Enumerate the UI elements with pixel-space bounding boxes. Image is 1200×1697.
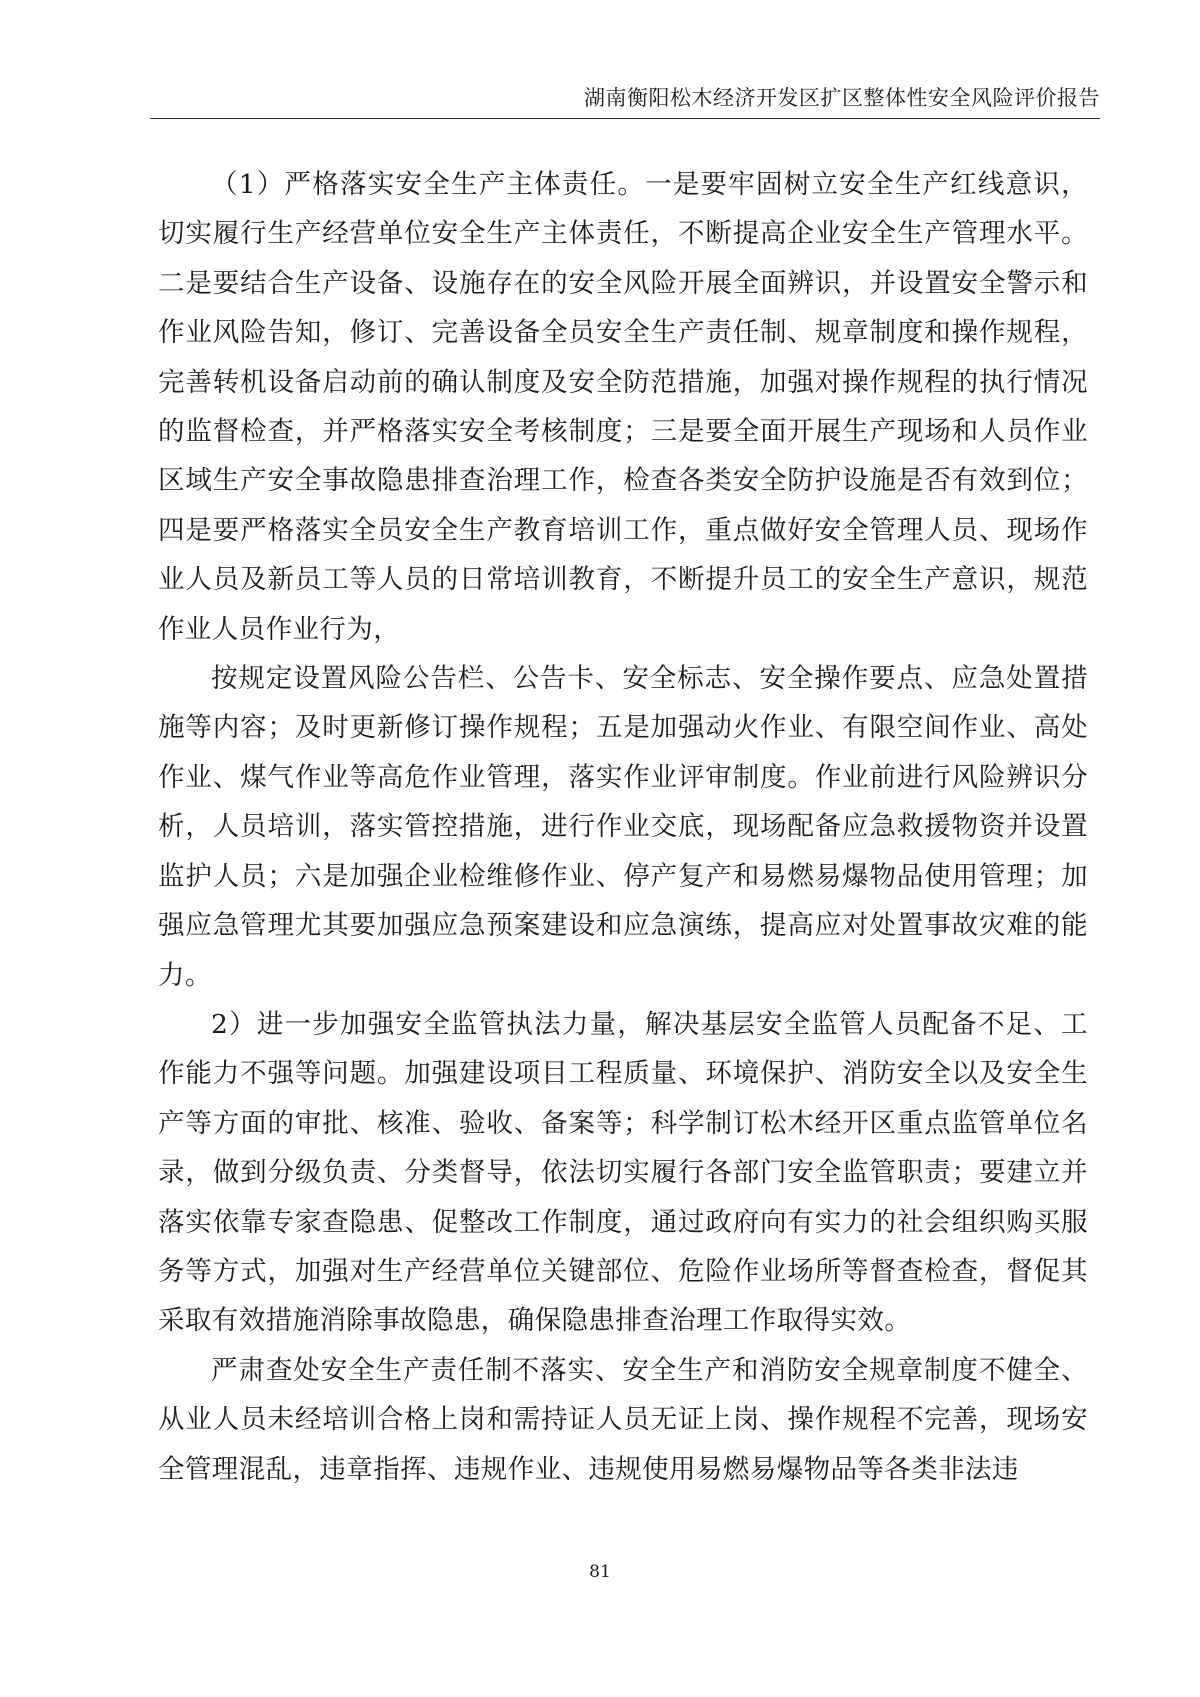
page-number: 81 — [589, 1562, 611, 1582]
page-header — [150, 78, 1100, 119]
paragraph-supervision: 2）进一步加强安全监管执法力量，解决基层安全监管人员配备不足、工作能力不强等问题。加强建设项目工程质量、环境保护、消防安全以及安全生产等方面的审批、核准、验收、备案等；科学制订松木经开区重点监管单位名录，做到分级负责、分类督导，依法切实履行各部门安全监管职责；要建立并落实依靠专家查隐患、促整改工作制度，通过政府向有实力的社会组织购买服务等方式，加强对生产经营单位关键部位、危险作业场所等督查检查，督促其采取有效措施消除事故隐患，确保隐患排查治理工作取得实效。 — [158, 1008, 1088, 1337]
paragraph-risk-notice: 按规定设置风险公告栏、公告卡、安全标志、安全操作要点、应急处置措施等内容；及时更新修订操作规程；五是加强动火作业、有限空间作业、高处作业、煤气作业等高危作业管理，落实作业评审制度。作业前进行风险辨识分析，人员培训，落实管控措施，进行作业交底，现场配备应急救援物资并设置监护人员；六是加强企业检维修作业、停产复产和易燃易爆物品使用管理；加强应急管理尤其要加强应急预案建设和应急演练，提高应对处置事故灾难的能力。 — [158, 663, 1088, 991]
paragraph-responsibility: （1）严格落实安全生产主体责任。一是要牢固树立安全生产红线意识，切实履行生产经营单位安全生产主体责任，不断提高企业安全生产管理水平。二是要结合生产设备、设施存在的安全风险开展全面辨识，并设置安全警示和作业风险告知，修订、完善设备全员安全生产责任制、规章制度和操作规程，完善转机设备启动前的确认制度及安全防范措施，加强对操作规程的执行情况的监督检查，并严格落实安全考核制度；三是要全面开展生产现场和人员作业区域生产安全事故隐患排查治理工作，检查各类安全防护设施是否有效到位；四是要严格落实全员安全生产教育培训工作，重点做好安全管理人员、现场作业人员及新员工等人员的日常培训教育，不断提升员工的安全生产意识，规范作业人员作业行为， — [158, 169, 1088, 645]
body-text — [158, 160, 1088, 1494]
paragraph-enforcement: 严肃查处安全生产责任制不落实、安全生产和消防安全规章制度不健全、从业人员未经培训合格上岗和需持证人员无证上岗、操作规程不完善，现场安全管理混乱，违章指挥、违规作业、违规使用易燃易爆物品等各类非法违 — [158, 1354, 1088, 1485]
report-title: 湖南衡阳松木经济开发区扩区整体性安全风险评价报告 — [584, 86, 1100, 110]
